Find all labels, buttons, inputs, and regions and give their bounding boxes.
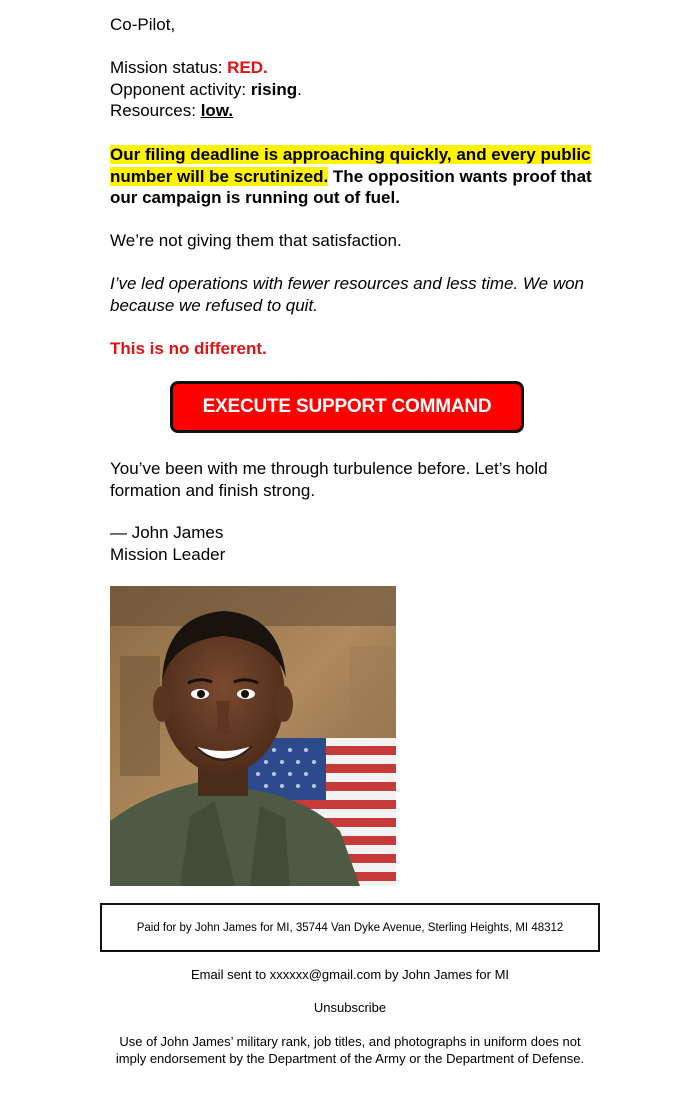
military-disclaimer: Use of John James’ military rank, job titles, and photographs in uniform does not imply endorsement by the Department of the Army or the Department of Defense. <box>115 1034 585 1066</box>
paragraph-text: The opposition wants proof that our campaign is running out of fuel. <box>110 166 592 207</box>
paid-for-box: Paid for by John James for MI, 35744 Van Dyke Avenue, Sterling Heights, MI 48312 <box>100 903 600 952</box>
execute-support-command-button[interactable]: EXECUTE SUPPORT COMMAND <box>170 381 524 433</box>
status-value-rising: rising <box>250 79 298 99</box>
portrait-photo <box>110 586 396 886</box>
sent-to-text: Email sent to xxxxxx@gmail.com by John James for MI <box>190 967 510 982</box>
signature <box>110 522 600 565</box>
paragraph-satisfaction: We’re not giving them that satisfaction. <box>110 231 402 250</box>
unsubscribe-link[interactable]: Unsubscribe <box>313 1000 387 1015</box>
signature-name: — John James <box>110 523 224 542</box>
status-label: Opponent activity: <box>110 79 251 99</box>
signature-title: Mission Leader <box>110 544 226 564</box>
status-label: Mission status: <box>110 58 228 77</box>
greeting: Co-Pilot, <box>110 15 176 34</box>
status-value-low: low. <box>200 101 234 120</box>
paragraph-formation: You’ve been with me through turbulence before. Let’s hold formation and finish strong. <box>110 459 548 500</box>
status-suffix: . <box>297 79 302 99</box>
status-line-mission <box>110 57 600 79</box>
paragraph-italic: I’ve led operations with fewer resources and less time. We won because we refused to quit. <box>110 274 585 315</box>
highlighted-text: Our filing deadline is approaching quickly, and every public number will be scrutinized. <box>110 145 591 186</box>
paragraph-red: This is no different. <box>110 339 267 358</box>
status-label: Resources: <box>110 101 201 120</box>
status-line-resources <box>110 100 600 122</box>
paragraph-deadline <box>110 144 600 209</box>
status-value-red: RED. <box>227 58 268 77</box>
status-block <box>110 57 600 122</box>
status-line-opponent <box>110 79 600 101</box>
